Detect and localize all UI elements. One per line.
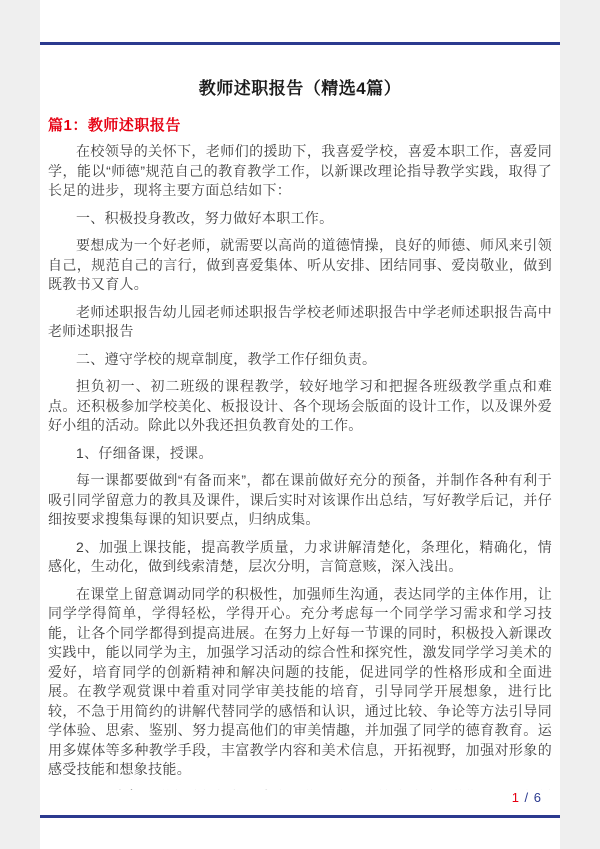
section-heading: 篇1：教师述职报告 <box>48 117 181 134</box>
page-number-total: 6 <box>533 790 542 805</box>
paragraph: 1、仔细备课，授课。 <box>76 444 213 461</box>
paragraph: 每一课都要做到“有备而来”，都在课前做好充分的预备，并制作各种有利于吸引同学留意力的教具及课件，课后实时对该课作出总结，写好教学后记，并仔细按要求搜集每课的知识要点，归纳成集。 <box>48 472 552 527</box>
bottom-divider <box>40 815 560 818</box>
document-body <box>48 142 552 790</box>
page-number <box>512 790 542 805</box>
page-number-current: 1 <box>511 790 520 805</box>
document-page <box>40 0 560 849</box>
paragraph: 老师述职报告幼儿园老师述职报告学校老师述职报告中学老师述职报告高中老师述职报告 <box>48 303 552 339</box>
page-number-separator: / <box>519 790 534 805</box>
paragraph <box>48 788 552 791</box>
paragraph: 二、遵守学校的规章制度，教学工作仔细负责。 <box>76 350 377 367</box>
paragraph: 在课堂上留意调动同学的积极性，加强师生沟通，表达同学的主体作用，让同学学得简单，学得轻松，学得开心。充分考虑每一个同学学习需求和学习技能，让各个同学都得到提高进展。在努力上好每一节课的同时，积极投入新课改实践中，能以同学为主，加强学习活动的综合性和探究性，激发同学学习美术的爱好，培育同学的创新精神和解决问题的技能，促进同学的性格形成和全面进展。在教学观赏课中着重对同学审美技能的培育，引导同学开展想象，进行比较，不急于用简约的讲解代替同学的感悟和认识，通过比较、争论等方法引导同学体验、思索、鉴别、努力提高他们的审美情趣，并加强了同学的德育教育。运用多媒体等多种教学手段，丰富教学内容和美术信息，开拓视野，加强对形象的感受技能和想象技能。 <box>48 585 552 777</box>
paragraph: 要想成为一个好老师，就需要以高尚的道德情操，良好的师德、师风来引领自己，规范自己的言行，做到喜爱集体、听从安排、团结同事、爱岗敬业，做到既教书又育人。 <box>48 237 552 292</box>
top-divider <box>40 42 560 45</box>
document-title: 教师述职报告（精选4篇） <box>198 79 402 98</box>
paragraph: 在校领导的关怀下，老师们的援助下，我喜爱学校，喜爱本职工作，喜爱同学，能以“师德”规范自己的教育教学工作，以新课改理论指导教学实践，取得了长足的进步，现将主要方面总结如下： <box>48 143 552 198</box>
paragraph: 2、加强上课技能，提高教学质量，力求讲解清楚化，条理化，精确化，情感化，生动化，做到线索清楚，层次分明，言简意赅，深入浅出。 <box>48 538 552 574</box>
paragraph: 一、积极投身教改，努力做好本职工作。 <box>76 209 334 226</box>
paragraph: 担负初一、初二班级的课程教学，较好地学习和把握各班级教学重点和难点。还积极参加学校美化、板报设计、各个现场会版面的设计工作，以及课外爱好小组的活动。除此以外我还担负教育处的工作。 <box>48 378 552 433</box>
